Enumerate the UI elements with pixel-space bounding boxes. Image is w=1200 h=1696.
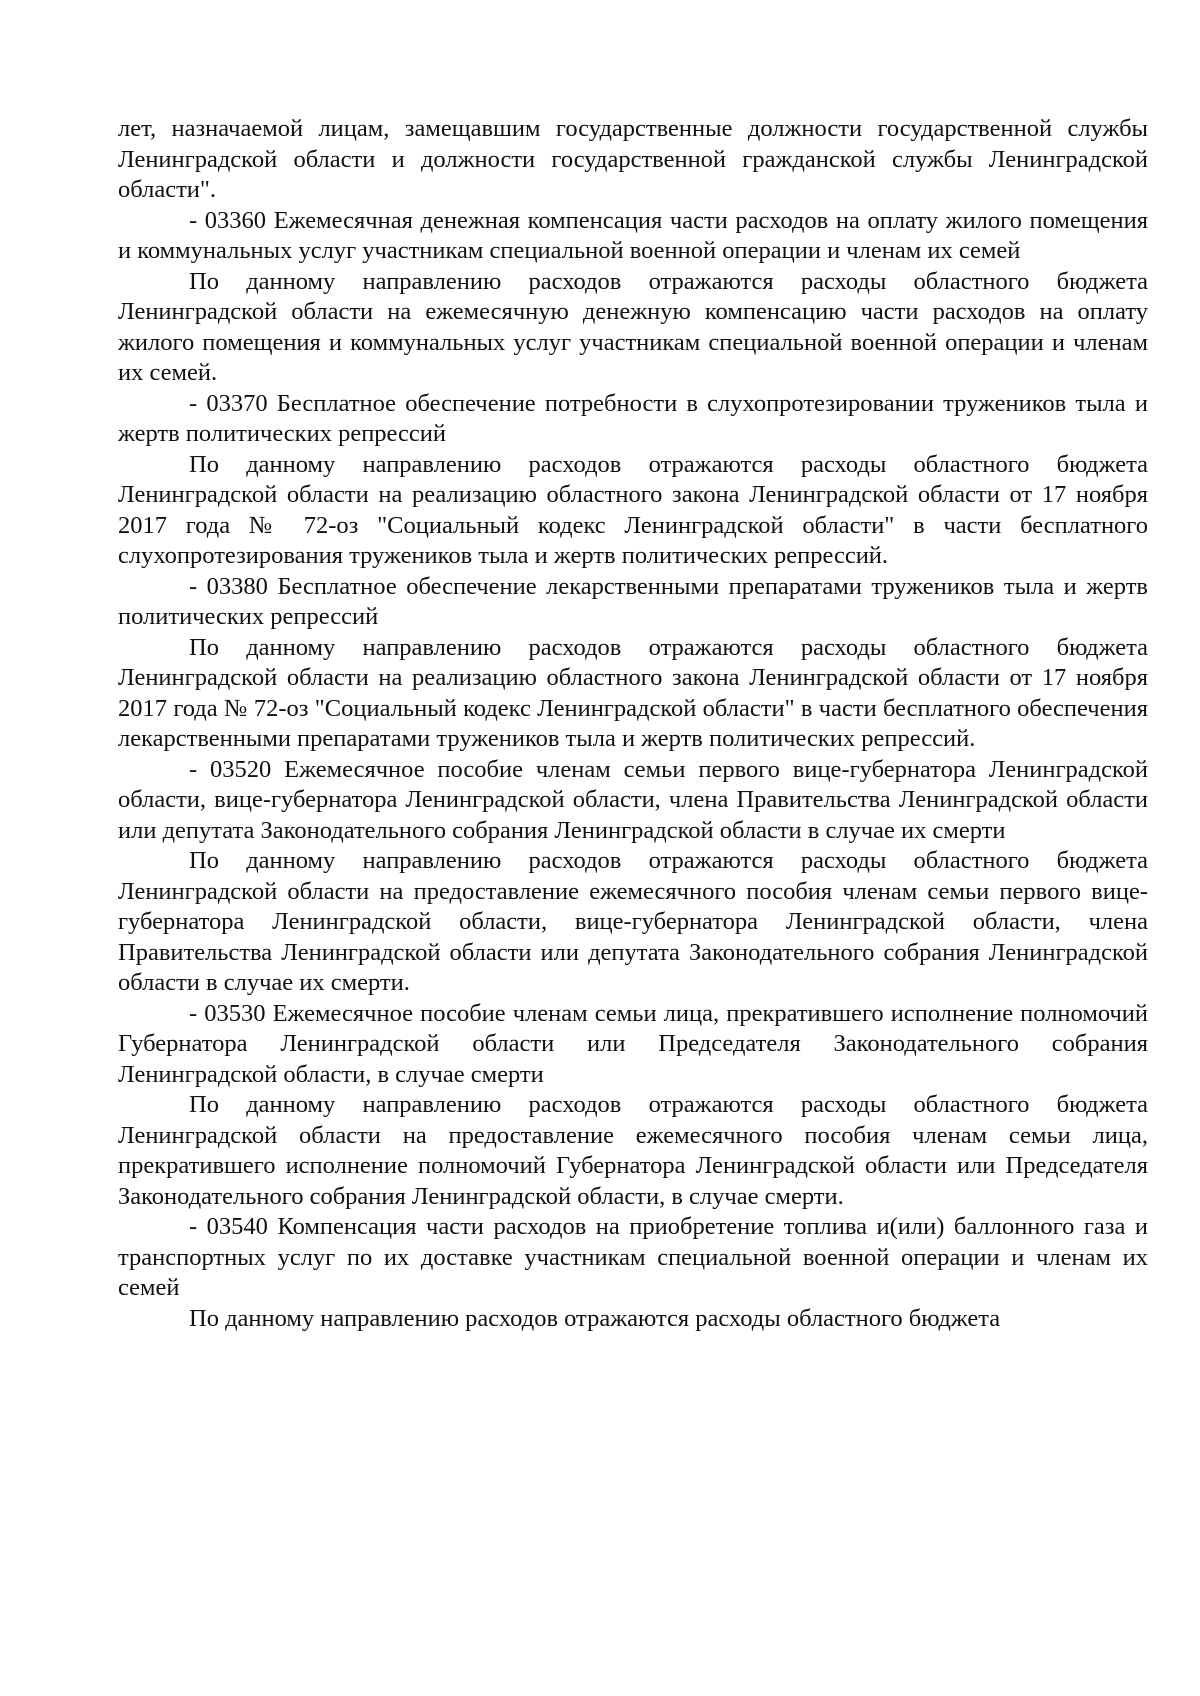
item-03520-description: По данному направлению расходов отражаются расходы областного бюджета Ленинградской области на предоставление ежемесячного пособия членам семьи первого вице-губернатора Ленинградской области, вице-губернатора Ленинградской области, члена Правительства Ленинградской области или депутата Законодательного собрания Ленинградской области в случае их смерти.: [118, 847, 1148, 996]
item-03370-heading: - 03370 Бесплатное обеспечение потребности в слухопротезировании тружеников тыла и жертв политических репрессий: [118, 389, 1148, 447]
item-03540-description: По данному направлению расходов отражаются расходы областного бюджета: [189, 1304, 1001, 1332]
item-03530-description: По данному направлению расходов отражаются расходы областного бюджета Ленинградской области на предоставление ежемесячного пособия членам семьи лица, прекратившего исполнение полномочий Губернатора Ленинградской области или Председателя Законодательного собрания Ленинградской области, в случае смерти.: [118, 1091, 1148, 1210]
document-page: [118, 114, 1148, 1334]
paragraph-continuation: лет, назначаемой лицам, замещавшим государственные должности государственной службы Ленинградской области и должности государственной гражданской службы Ленинградской области".: [118, 115, 1148, 203]
item-03360-heading: - 03360 Ежемесячная денежная компенсация части расходов на оплату жилого помещения и коммунальных услуг участникам специальной военной операции и членам их семей: [118, 206, 1148, 264]
item-03540-heading: - 03540 Компенсация части расходов на приобретение топлива и(или) баллонного газа и транспортных услуг по их доставке участникам специальной военной операции и членам их семей: [118, 1213, 1148, 1301]
item-03380-description: По данному направлению расходов отражаются расходы областного бюджета Ленинградской области на реализацию областного закона Ленинградской области от 17 ноября 2017 года № 72-оз "Социальный кодекс Ленинградской области" в части бесплатного обеспечения лекарственными препаратами тружеников тыла и жертв политических репрессий.: [118, 633, 1148, 752]
item-03530-heading: - 03530 Ежемесячное пособие членам семьи лица, прекратившего исполнение полномочий Губернатора Ленинградской области или Председателя Законодательного собрания Ленинградской области, в случае смерти: [118, 999, 1148, 1088]
item-03360-description: По данному направлению расходов отражаются расходы областного бюджета Ленинградской области на ежемесячную денежную компенсацию части расходов на оплату жилого помещения и коммунальных услуг участникам специальной военной операции и членам их семей.: [118, 267, 1148, 386]
item-03520-heading: - 03520 Ежемесячное пособие членам семьи первого вице-губернатора Ленинградской области, вице-губернатора Ленинградской области, члена Правительства Ленинградской области или депутата Законодательного собрания Ленинградской области в случае их смерти: [118, 755, 1148, 844]
item-03370-description: По данному направлению расходов отражаются расходы областного бюджета Ленинградской области на реализацию областного закона Ленинградской области от 17 ноября 2017 года № 72-оз "Социальный кодекс Ленинградской области" в части бесплатного слухопротезирования тружеников тыла и жертв политических репрессий.: [118, 450, 1148, 569]
item-03380-heading: - 03380 Бесплатное обеспечение лекарственными препаратами тружеников тыла и жертв политических репрессий: [118, 572, 1148, 630]
